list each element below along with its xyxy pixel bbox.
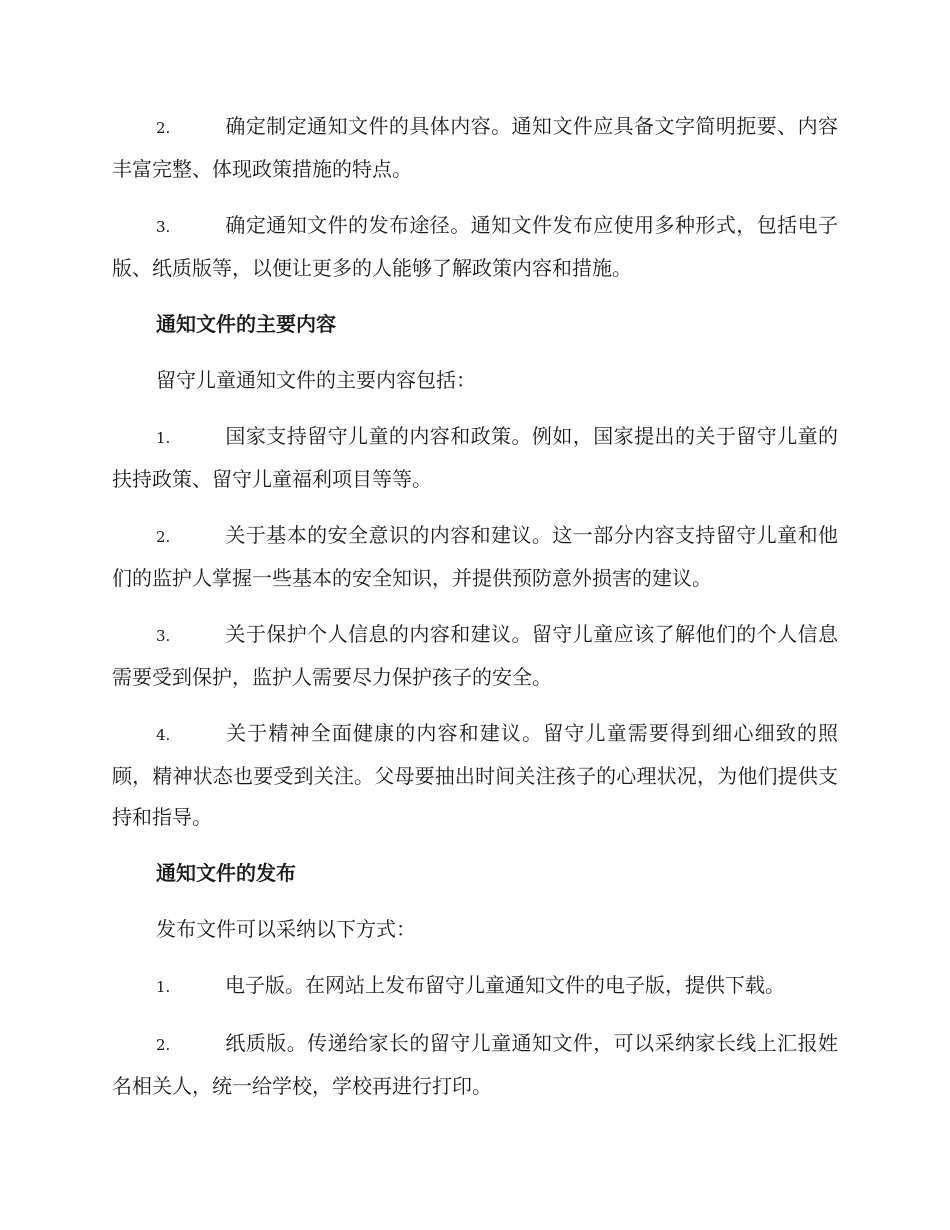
list-number: 2.: [156, 119, 171, 137]
paragraph: 发布文件可以采纳以下方式：: [156, 917, 416, 941]
list-item: [112, 965, 838, 1008]
list-number: 2.: [156, 528, 171, 546]
list-text: 关于基本的安全意识的内容和建议。这一部分内容支持留守儿童和他们的监护人掌握一些基本的安全知识，并提供预防意外损害的建议。: [112, 523, 838, 590]
list-item: [112, 416, 838, 500]
list-number: 1.: [156, 978, 171, 996]
list-number: 2.: [156, 1036, 171, 1054]
list-text: 纸质版。传递给家长的留守儿童通知文件，可以采纳家长线上汇报姓名相关人，统一给学校，学校再进行打印。: [112, 1031, 838, 1098]
list-item: [112, 713, 838, 838]
list-item: [112, 205, 838, 289]
list-number: 3.: [156, 218, 171, 236]
section-heading: 通知文件的发布: [156, 861, 296, 885]
list-number: 3.: [156, 627, 171, 645]
list-text: 关于精神全面健康的内容和建议。留守儿童需要得到细心细致的照顾，精神状态也要受到关注。父母要抽出时间关注孩子的心理状况，为他们提供支持和指导。: [112, 721, 838, 829]
list-number: 4.: [156, 726, 171, 744]
list-item: [112, 1023, 838, 1107]
list-text: 确定制定通知文件的具体内容。通知文件应具备文字简明扼要、内容丰富完整、体现政策措施的特点。: [112, 114, 838, 181]
list-text: 关于保护个人信息的内容和建议。留守儿童应该了解他们的个人信息需要受到保护，监护人需要尽力保护孩子的安全。: [112, 622, 838, 689]
list-number: 1.: [156, 429, 171, 447]
list-item: [112, 515, 838, 599]
paragraph: 留守儿童通知文件的主要内容包括：: [156, 368, 476, 392]
section-heading: 通知文件的主要内容: [156, 312, 336, 336]
list-text: 国家支持留守儿童的内容和政策。例如，国家提出的关于留守儿童的扶持政策、留守儿童福利项目等等。: [112, 424, 838, 491]
list-item: [112, 106, 838, 190]
list-item: [112, 614, 838, 698]
list-text: 确定通知文件的发布途径。通知文件发布应使用多种形式，包括电子版、纸质版等，以便让更多的人能够了解政策内容和措施。: [112, 213, 838, 280]
list-text: 电子版。在网站上发布留守儿童通知文件的电子版，提供下载。: [225, 973, 785, 997]
